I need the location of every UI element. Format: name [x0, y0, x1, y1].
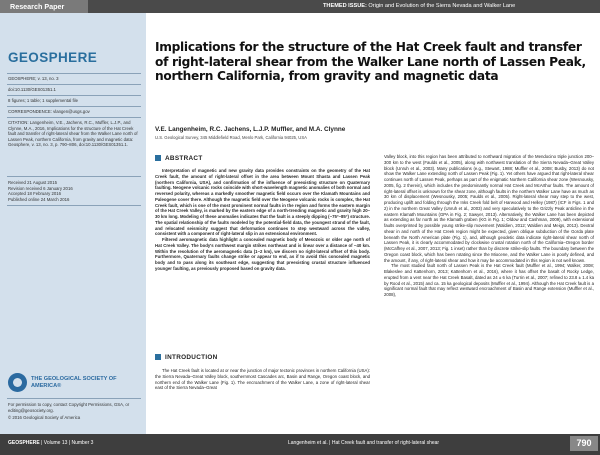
sidebar-divider — [7, 176, 141, 177]
correspondence[interactable]: CORRESPONDENCE: vlangen@usgs.gov — [8, 109, 90, 114]
gsa-globe-icon — [8, 373, 27, 392]
body-paragraph: Valley block, into this region has been attributed to northward migration of the Mendocino triple junction 200–300 km to the west (Faulds et al., 2005), along with northwest translation of the Sierra Nevada–Great Valley block (Unruh et al., 2003). Many publications (e.g., Stewart, 1988; Muffler et al., 2008; Busby, 2013) do not show the Walker Lane extending north of Lassen Peak (Fig. 1). Yet others have argued that right-lateral shear continues north of Lassen Peak, perhaps as part of the enigmatic Northern California shear zone (Wesnousky, 2005, fig. 2 therein), which includes the predominantly normal Hat Creek and McArthur faults. The amount of right-lateral offset is unknown for the shear zone, although faults in the northern Walker Lane have as much as 30 km of displacement (Wesnousky, 2005; Faulds et al., 2005). Right-lateral shear may step to the west, producing uplift and folding through the Inks Creek fold belt of Harwood and Helley (1987) (ICF in Figs. 1 and 2) in the northern Great Valley (Unruh et al., 2003) and very speculatively to the Grizzly Peak anticline in the eastern Klamath Mountains (GPA in Fig. 2; Sawyer, 2013). Alternatively, the Walker Lane has been depicted as extending as far north as the Klamath graben (KG in Fig. 1; Oldow and Cashman, 2009), with extensional faults overprinted by possible young strike-slip movement (Waldien, 2012; Waldien and Meigs, 2013). Dextral shear in and north of the Hat Creek region might be expected, given oblique subduction of the Gorda plate beneath the North American plate (Fig. 1), and, although geodetic data indicate right-lateral shear north of Lassen Peak, it is clearly accommodated by clockwise crustal rotation north of the California–Oregon border (McCaffrey et al., 2007, 2013; Fig. 1 inset) rather than by discrete strike-slip faults. The boundary between the Oregon coast block, which has been rotating since the Miocene, and the Walker Lane is poorly defined, and the amount, if any, of right-lateral shear and how it may be accommodated in this region is not well known. — [384, 154, 594, 263]
introduction-heading-text: INTRODUCTION — [165, 353, 218, 361]
author-list: V.E. Langenheim, R.C. Jachens, L.J.P. Muffler, and M.A. Clynne — [155, 126, 346, 133]
footer-volume: Volume 13 — [43, 440, 68, 446]
themed-issue-title: Origin and Evolution of the Sierra Nevada and Walker Lane — [368, 3, 516, 9]
page-footer — [0, 434, 600, 455]
sidebar-divider — [7, 106, 141, 107]
footer-running-head: Langenheim et al. | Hat Creek fault and transfer of right-lateral shear — [288, 440, 440, 446]
page-number: 790 — [570, 436, 598, 451]
left-sidebar — [0, 13, 146, 455]
citation-block: CITATION: Langenheim, V.E., Jachens, R.C., Muffler, L.J.P., and Clynne, M.A., 2016, Implications for the structure of the Hat Creek fault and transfer of right-lateral shear from the Walker Lane north of Lassen Peak, northern California, from gravity and magnetic data: Geosphere, v. 13, no. 3, p. 790–806, doi:10.1130/GES01351.1. — [8, 120, 138, 148]
sidebar-divider — [7, 398, 141, 399]
left-column — [155, 168, 370, 272]
research-paper-tab: Research Paper — [0, 0, 88, 13]
published-date: Published online 24 March 2016 — [8, 196, 70, 202]
sidebar-divider — [7, 95, 141, 96]
body-paragraph: The most studied fault north of Lassen Peak is the Hat Creek fault (Muffler et al., 1994; Walker, 2008; Blakeslee and Kattenhorn, 2013; Kattenhorn et al., 2016), where it has offset the basalt of Rocky Ledge, erupted from a vent near the Hat Creek Basalt, dated as 24 ± 6 ka (Turrin et al., 2007; refined to 23.8 ± 1.4 ka by Rood et al., 2015) and ca. 15 ka geological deposits (Muffler et al., 1994). Although the Hat Creek fault is a significant normal fault that may reflect westward encroachment of Basin and Range extension (Muffler et al., 2008), — [384, 263, 594, 297]
themed-issue-label — [323, 0, 515, 13]
journal-logo: GEOSPHERE — [8, 50, 98, 65]
footer-number: Number 3 — [71, 440, 94, 446]
gsa-logo — [8, 373, 131, 392]
footer-journal-info: GEOSPHERE | Volume 13 | Number 3 — [8, 440, 94, 446]
abstract-paragraph: Filtered aeromagnetic data highlight a concealed magnetic body of Mesozoic or older age north of Hat Creek Valley. The body's northwest margin strikes northeast and is linear over a distance of ~40 km. Within the resolution of the aeromagnetic data (1–2 km), we discern no right-lateral offset of this body. Furthermore, Quaternary faults change strike or appear to end, as if to avoid this concealed magnetic body and to pass along its southeast edge, suggesting that preexisting crustal structure influenced younger faulting, as previously proposed based on gravity data. — [155, 237, 370, 271]
introduction-heading — [155, 353, 218, 361]
abstract-paragraph: Interpretation of magnetic and new gravity data provides constraints on the geometry of the Hat Creek fault, the amount of right-lateral offset in the area between Mount Shasta and Lassen Peak (northern California, USA), and confirmation of the influence of preexisting structure on Quaternary faulting. Neogene volcanic rocks coincide with short-wavelength magnetic anomalies of both normal and reversed polarity, whereas a markedly smoother magnetic field occurs over the Klamath Mountains and Paleogene cover there. Although the magnetic field over the Neogene volcanic rocks is complex, the Hat Creek fault, which is one of the most prominent normal faults in the region and forms the eastern margin of the Hat Creek Valley, is marked by the eastern edge of a north-trending magnetic and gravity high 20–30 km long. Modeling of these anomalies indicates that the fault is a steeply dipping (~75°–85°) structure. The spatial relationship of the faults modeled by the potential-field data, the youngest strand of the fault, and relocated seismicity suggest that deformation continues to step westward across the valley, consistent with a component of right-lateral slip in an extensional environment. — [155, 168, 370, 237]
abstract-heading — [155, 154, 203, 162]
figures-count: 8 figures; 1 table; 1 supplemental file — [8, 98, 78, 103]
themed-issue-prefix: THEMED ISSUE: — [323, 3, 367, 9]
doi-ref[interactable]: doi:10.1130/GES01351.1 — [8, 87, 56, 92]
volume-ref: GEOSPHERE; v. 13, no. 3 — [8, 76, 59, 81]
introduction-body — [155, 368, 370, 391]
sidebar-divider — [7, 117, 141, 118]
revision-date: Revision received 6 January 2016 — [8, 185, 73, 191]
copyright-note: © 2016 Geological Society of America — [8, 415, 81, 420]
section-square-icon — [155, 155, 161, 161]
gsa-name: THE GEOLOGICAL SOCIETY OF AMERICA® — [31, 376, 117, 389]
sidebar-divider — [7, 84, 141, 85]
footer-journal: GEOSPHERE — [8, 440, 40, 446]
received-date: Received 21 August 2015 — [8, 180, 57, 185]
sidebar-divider — [7, 205, 141, 206]
article-title: Implications for the structure of the Hat Creek fault and transfer of right-lateral shear from the Walker Lane north of Lassen Peak, northern California, from gravity and magnetic data — [155, 40, 586, 83]
permission-note: For permission to copy, contact Copyright Permissions, GSA, or editing@geosociety.org. — [8, 402, 130, 413]
author-affiliation: U.S. Geological Survey, 345 Middlefield Road, Menlo Park, California 94025, USA — [155, 135, 307, 140]
right-column — [384, 154, 594, 298]
top-bar — [0, 0, 600, 13]
accepted-date: Accepted 18 February 2016 — [8, 191, 62, 197]
body-paragraph: The Hat Creek fault is located at or near the junction of major tectonic provinces in northern California (USA): the Sierra Nevada–Great Valley block, southernmost Cascades arc, Basin and Range, Oregon coast block, and northern end of the Walker Lane (Fig. 1). The encroachment of the Walker Lane, a zone of right-lateral shear east of the Sierra Nevada–Great — [155, 368, 370, 391]
section-square-icon — [155, 354, 161, 360]
abstract-heading-text: ABSTRACT — [165, 154, 203, 162]
sidebar-divider — [7, 73, 141, 74]
